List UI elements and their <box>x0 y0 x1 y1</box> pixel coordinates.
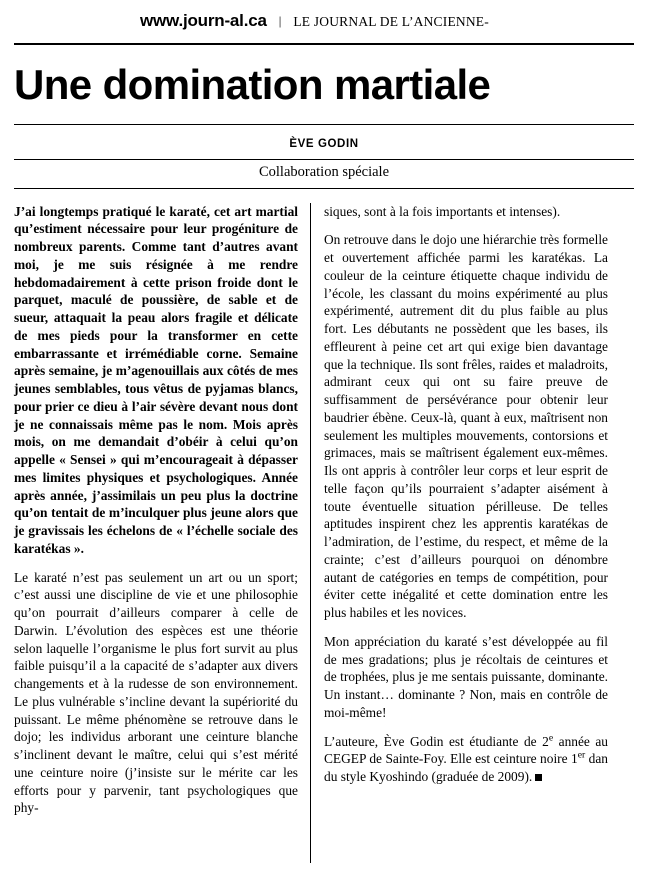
byline-credit: Collaboration spéciale <box>258 163 390 180</box>
end-mark-icon <box>535 774 542 781</box>
column-left <box>14 203 311 863</box>
article-body <box>14 203 634 863</box>
paragraph: Le karaté n’est pas seulement un art ou un sport; c’est aussi une discipline de vie et une philosophie qu’on pourrait d’ailleurs comparer à celle de Darwin. L’évolution des espèces est une théorie selon laquelle l’organisme le plus fort survit au plus faible puisqu’il a la capacité de s’adapter aux divers changements et à la rudesse de son environnement. Le plus vulnérable s’incline devant la supériorité du puissant. Le même phénomène se retrouve dans le dojo; les individus arborant une ceinture blanche s’inclinent devant le maître, celui qui s’est mérité une ceinture noire (j’insiste sur le mérite car les efforts pour y parvenir, tant psychologiques que phy- <box>14 569 298 816</box>
byline-divider <box>14 159 634 160</box>
masthead-publication-name: LE JOURNAL DE L’ANCIENNE- <box>293 14 489 29</box>
column-right <box>311 203 608 863</box>
credit-divider <box>14 188 634 189</box>
masthead-divider <box>14 43 634 45</box>
paragraph: siques, sont à la fois importants et intenses). <box>324 203 561 219</box>
paragraph: J’ai longtemps pratiqué le karaté, cet art martial qu’estiment nécessaire pour leur progéniture de nombreux parents. Comme tant d’autres avant moi, je me suis résignée à me rendre hebdomadairement à cette prison froide dont le parquet, maculé de poussière, de sable et de sueur, attaquait la peau alors fragile et délicate de mes pieds pour la transformer en cette embarrassante et irrémédiable corne. Semaine après semaine, je m’agenouillais aux côtés de mes jeunes semblables, tous vêtus de pyjamas blancs, pour prier ce dieu à l’air sévère devant nous dont je ne connaissais même pas le nom. Mois après mois, on me demandait d’obéir à celui qu’on appelle « Sensei » qui m’encourageait à dépasser mes limites physiques et psychologiques. Année après année, j’assimilais un peu plus la doctrine qu’on tentait de m’inculquer plus jeune alors que je gravissais les échelons de « l’échelle sociale des karatékas ». <box>14 203 298 556</box>
headline-divider <box>14 124 634 125</box>
author-signoff-text: L’auteure, Ève Godin est étudiante de 2e année au CEGEP de Sainte-Foy. Elle est ceinture noire 1er dan du style Kyoshindo (graduée de 2009). <box>324 732 609 785</box>
paragraph: Mon appréciation du karaté s’est développée au fil de mes gradations; plus je récoltais de ceintures et de trophées, plus je me sentais puissante, dominante. Un instant… dominante ? Non, mais en contrôle de moi-même! <box>324 633 608 720</box>
masthead-website: www.journ-al.ca <box>140 11 267 30</box>
byline-author: ÈVE GODIN <box>289 137 359 150</box>
paragraph: On retrouve dans le dojo une hiérarchie très formelle et ouvertement affichée parmi les karatékas. La couleur de la ceinture étiquette chaque individu de l’école, les classant du moins expérimenté au plus expérimenté, autrement dit du plus faible au plus fort. Les débutants ne possèdent que les bases, ils effleurent à peine cet art qui exige bien davantage que la technique. Ils sont frêles, raides et maladroits, admirant ceux qui ont su faire preuve de suffisamment de persévérance pour obtenir leur baudrier ébène. Ceux-là, quant à eux, maîtrisent non seulement les multiples mouvements, contorsions et grimaces, mais se maîtrisent également eux-mêmes. Ils ont appris à contrôler leur corps et leur esprit de telle façon qu’ils pourraient s’adapter aisément à toute éventuelle situation périlleuse. De telles aptitudes inspirent chez les apprentis karatékas de l’admiration, de l’estime, du respect, et même de la crainte; c’est d’ailleurs pourquoi on dénombre autant de catégories en temps de compétition, pour éviter cette inégalité et cette domination entre les plus habiles et les novices. <box>324 232 608 621</box>
masthead-separator: | <box>278 13 282 28</box>
article-headline: Une domination martiale <box>14 61 491 108</box>
masthead <box>14 0 634 37</box>
author-signoff <box>324 733 608 786</box>
